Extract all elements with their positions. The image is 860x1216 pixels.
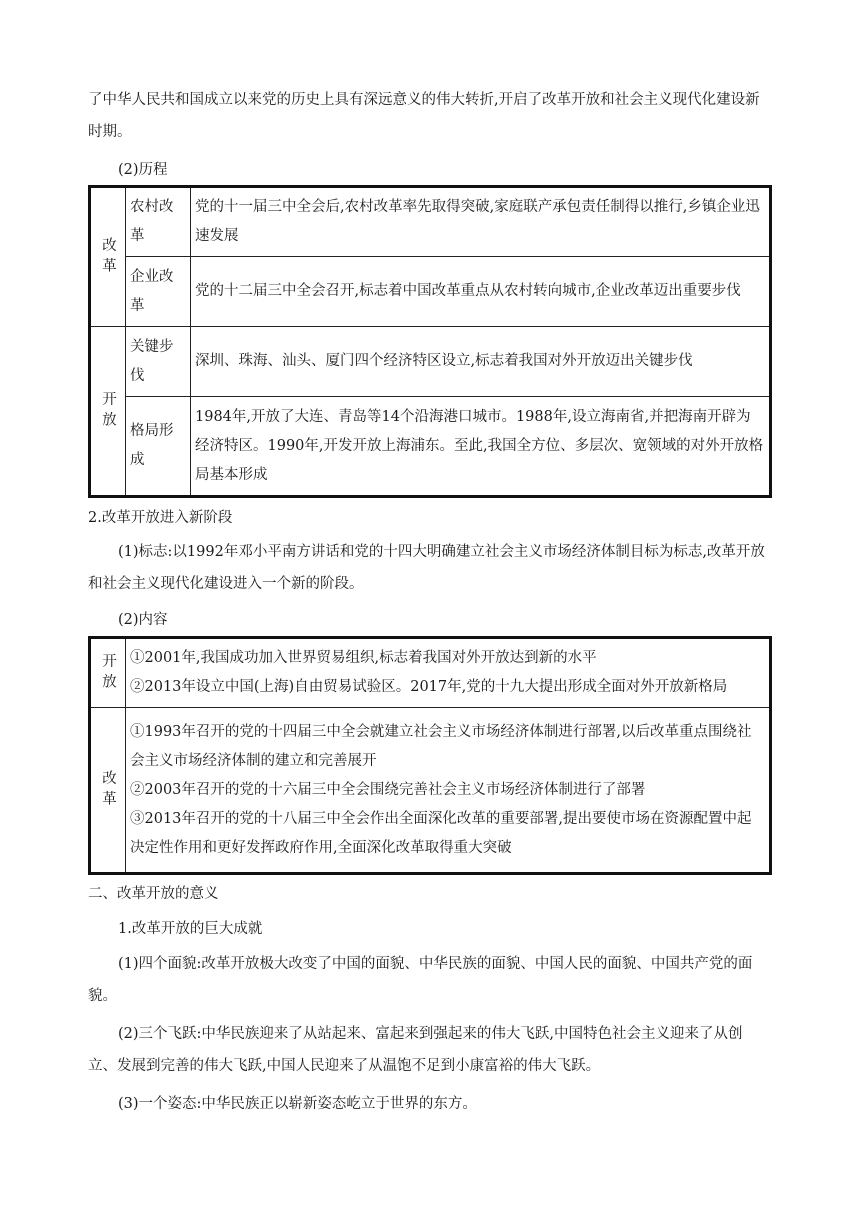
history-subheading: (2)历程	[118, 162, 168, 178]
row-content-rural: 党的十一届三中全会后,农村改革率先取得突破,家庭联产承包责任制得以推行,乡镇企业迅速发展	[191, 187, 771, 257]
group-label-reform: 改革	[90, 187, 126, 327]
list-item: ③2013年召开的党的十八届三中全会作出全面深化改革的重要部署,提出要使市场在资源配置中起决定性作用和更好发挥政府作用,全面深化改革取得重大突破	[130, 810, 752, 856]
table-row	[90, 257, 771, 327]
row-label-pattern: 格局形成	[126, 397, 191, 497]
four-aspects-paragraph: (1)四个面貌:改革开放极大改变了中国的面貌、中华民族的面貌、中国人民的面貌、中国共产党的面貌。	[88, 956, 753, 1004]
row-label-enterprise: 企业改革	[126, 257, 191, 327]
part2-title: 二、改革开放的意义	[88, 886, 219, 902]
table-row	[90, 327, 771, 397]
three-leaps-paragraph: (2)三个飞跃:中华民族迎来了从站起来、富起来到强起来的伟大飞跃,中国特色社会主义迎来了从创立、发展到完善的伟大飞跃,中国人民迎来了从温饱不足到小康富裕的伟大飞跃。	[88, 1026, 743, 1074]
intro-paragraph: 了中华人民共和国成立以来党的历史上具有深远意义的伟大转折,开启了改革开放和社会主义现代化建设新时期。	[88, 92, 760, 140]
section2-title: 2.改革开放进入新阶段	[88, 510, 233, 526]
reform-history-table	[88, 185, 772, 498]
new-stage-table	[88, 636, 772, 875]
row-label-reform: 改革	[90, 708, 126, 874]
row-content-enterprise: 党的十二届三中全会召开,标志着中国改革重点从农村转向城市,企业改革迈出重要步伐	[191, 257, 771, 327]
group-label-opening: 开放	[90, 327, 126, 497]
row-content-reform	[126, 708, 771, 874]
content-subheading: (2)内容	[118, 612, 168, 628]
row-label-key-step: 关键步伐	[126, 327, 191, 397]
row-content-opening	[126, 638, 771, 708]
table-row	[90, 187, 771, 257]
row-content-key-step: 深圳、珠海、汕头、厦门四个经济特区设立,标志着我国对外开放迈出关键步伐	[191, 327, 771, 397]
table-row	[90, 638, 771, 708]
row-content-pattern: 1984年,开放了大连、青岛等14个沿海港口城市。1988年,设立海南省,并把海南开辟为经济特区。1990年,开发开放上海浦东。至此,我国全方位、多层次、宽领域的对外开放格局基本形成	[191, 397, 771, 497]
row-label-opening: 开放	[90, 638, 126, 708]
achievements-title: 1.改革开放的巨大成就	[118, 921, 263, 937]
list-item: ②2003年召开的党的十六届三中全会围绕完善社会主义市场经济体制进行了部署	[130, 781, 646, 798]
list-item: ②2013年设立中国(上海)自由贸易试验区。2017年,党的十九大提出形成全面对外开放新格局	[130, 679, 728, 695]
table-row	[90, 708, 771, 874]
table-row	[90, 397, 771, 497]
one-posture-paragraph: (3)一个姿态:中华民族正以崭新姿态屹立于世界的东方。	[118, 1096, 477, 1112]
section2-marker-paragraph: (1)标志:以1992年邓小平南方讲话和党的十四大明确建立社会主义市场经济体制目标为标志,改革开放和社会主义现代化建设进入一个新的阶段。	[88, 544, 765, 592]
list-item: ①1993年召开的党的十四届三中全会就建立社会主义市场经济体制进行部署,以后改革重点围绕社会主义市场经济体制的建立和完善展开	[130, 723, 752, 769]
list-item: ①2001年,我国成功加入世界贸易组织,标志着我国对外开放达到新的水平	[130, 650, 597, 666]
row-label-rural: 农村改革	[126, 187, 191, 257]
